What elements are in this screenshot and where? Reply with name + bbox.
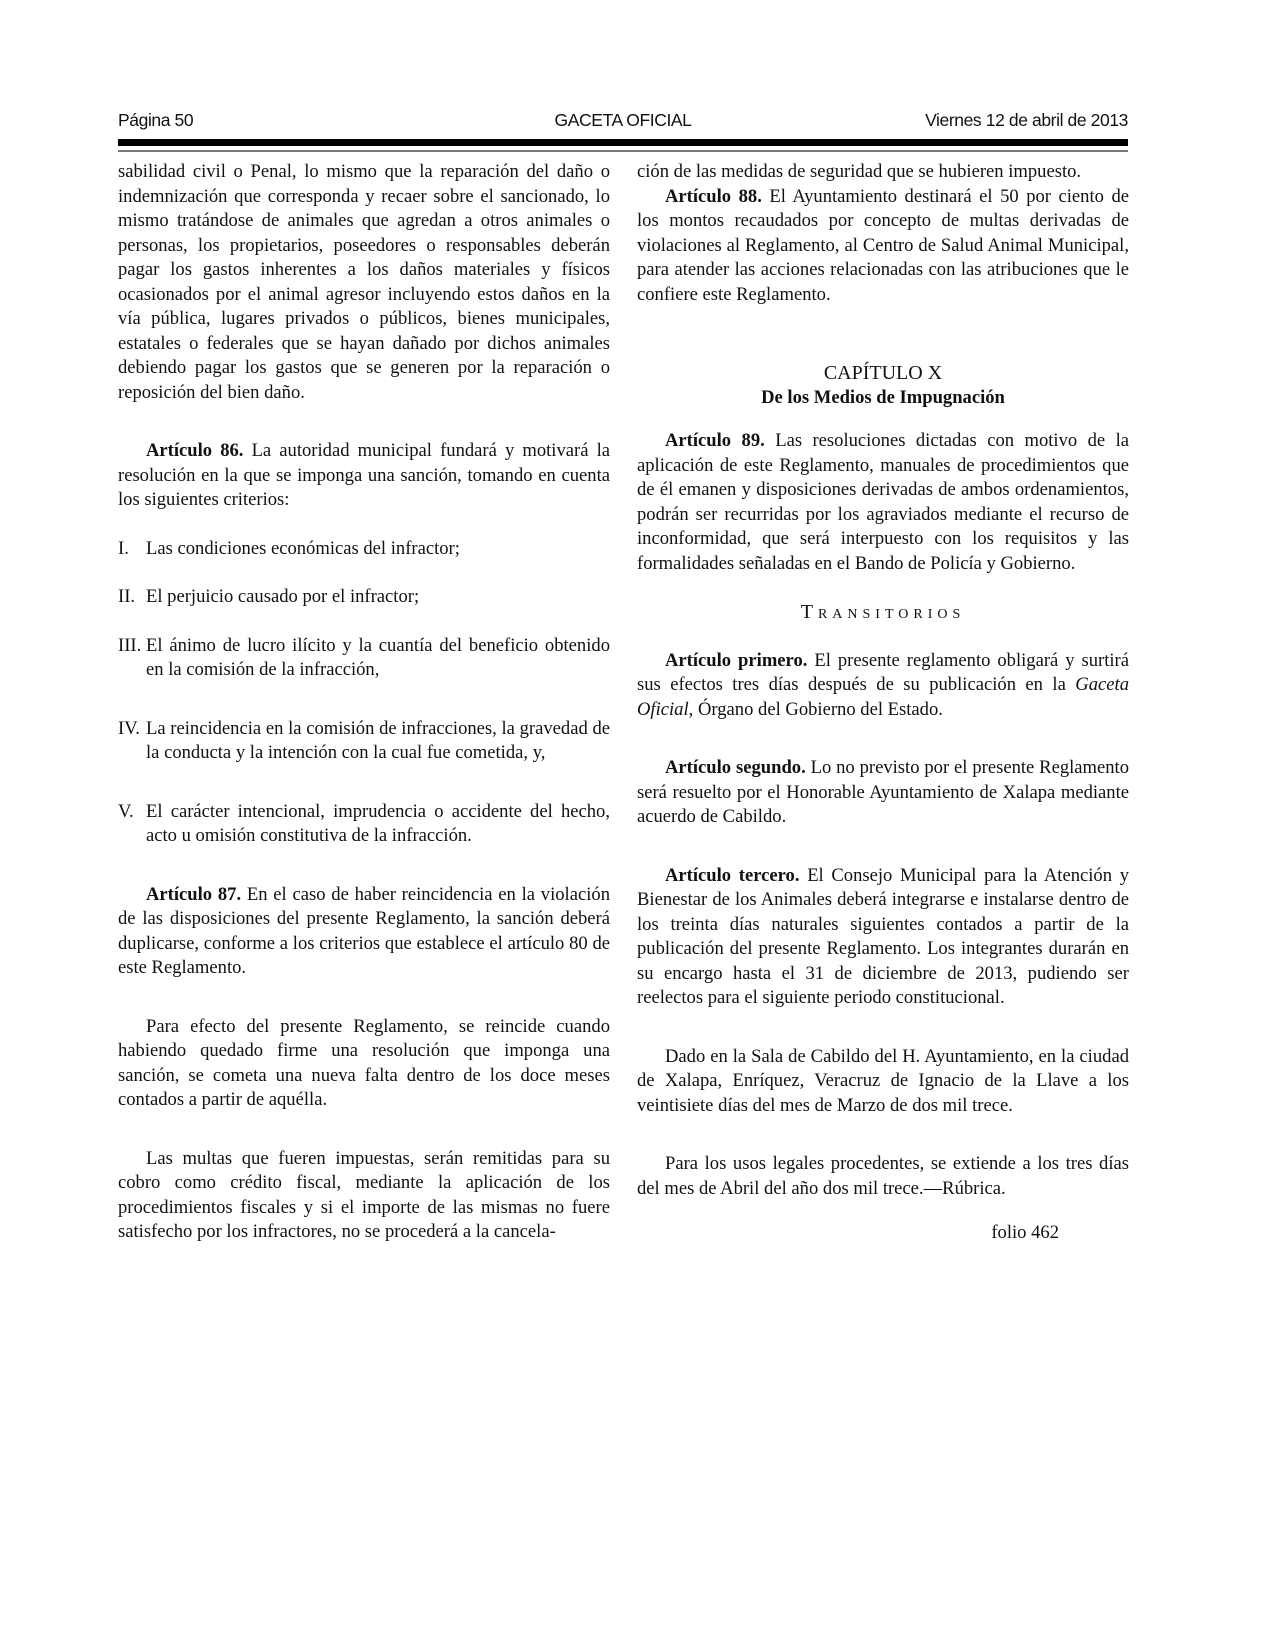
criteria-item — [118, 717, 610, 766]
criteria-number: III. — [118, 634, 142, 656]
criteria-text: El carácter intencional, imprudencia o accidente del hecho, acto u omisión constitutiva de la infracción. — [146, 800, 610, 846]
article-segundo-text: Lo no previsto por el presente Reglamento será resuelto por el Honorable Ayuntamiento de Xalapa mediante acuerdo de Cabildo. — [637, 757, 1130, 827]
publication-date: Viernes 12 de abril de 2013 — [925, 110, 1128, 130]
criteria-text: La reincidencia en la comisión de infracciones, la gravedad de la conducta y la intención con la cual fue cometida, y, — [146, 717, 610, 763]
legal-paragraph: Para los usos legales procedentes, se extiende a los tres días del mes de Abril del año dos mil trece.—Rúbrica. — [637, 1153, 1129, 1199]
article-tercero — [637, 864, 1129, 1011]
criteria-number: I. — [118, 537, 129, 559]
criteria-number: II. — [118, 586, 136, 607]
article-segundo — [637, 756, 1129, 830]
criteria-item — [118, 800, 610, 849]
article-88-label: Artículo 88. — [665, 185, 762, 207]
right-column — [637, 160, 1129, 1246]
criteria-item — [118, 585, 610, 610]
header-rule-thin — [118, 150, 1128, 152]
article-tercero-text: El Consejo Municipal para la Atención y Bienestar de los Animales deberá integrarse e instalarse dentro de los treinta días naturales siguientes contados a partir de la publicación del presente Reglamento. Los integrantes durarán en su encargo hasta el 31 de diciembre de 2013, pudiendo ser reelectos para el siguiente periodo constitucional. — [637, 864, 1129, 1008]
criteria-item — [118, 634, 610, 683]
left-column — [118, 160, 610, 1245]
article-primero-text-end: , Órgano del Gobierno del Estado. — [688, 698, 943, 720]
transitorios-heading: Transitorios — [800, 601, 966, 623]
criteria-text: El ánimo de lucro ilícito y la cuantía del beneficio obtenido en la comisión de la infracción, — [146, 634, 610, 680]
criteria-number: IV. — [118, 717, 140, 739]
article-86-text: La autoridad municipal fundará y motivará la resolución en la que se imponga una sanción, tomando en cuenta los siguientes criterios: — [118, 440, 610, 510]
criteria-text: El perjuicio causado por el infractor; — [146, 586, 420, 607]
article-89-text: Las resoluciones dictadas con motivo de la aplicación de este Reglamento, manuales de procedimientos que de él emanen y disposiciones derivadas de ambos ordenamientos, podrán ser recurridas por los agraviados mediante el recurso de inconformidad, que será interpuesto con los requisitos y las formalidades señaladas en el Bando de Policía y Gobierno. — [637, 430, 1129, 574]
given-paragraph: Dado en la Sala de Cabildo del H. Ayuntamiento, en la ciudad de Xalapa, Enríquez, Veracruz de Ignacio de la Llave a los veintisiete días del mes de Marzo de dos mil trece. — [637, 1045, 1129, 1116]
page-number: Página 50 — [118, 110, 194, 130]
header-rule-thick — [118, 139, 1128, 146]
chapter-title: CAPÍTULO X — [823, 362, 943, 384]
folio-number: folio 462 — [991, 1222, 1059, 1243]
fines-paragraph: Las multas que fueren impuestas, serán remitidas para su cobro como crédito fiscal, mediante la aplicación de los procedimientos fiscales y si el importe de las mismas no fuere satisfecho por los infractores, no se procederá a la cancela- — [118, 1147, 610, 1242]
article-tercero-label: Artículo tercero. — [665, 864, 800, 886]
publication-title: GACETA OFICIAL — [554, 110, 692, 130]
article-87-text: En el caso de haber reincidencia en la violación de las disposiciones del presente Reglamento, la sanción deberá duplicarse, conforme a los criterios que establece el artículo 80 de este Reglamento. — [118, 883, 610, 978]
article-primero — [637, 649, 1129, 723]
article-87 — [118, 883, 610, 981]
continuation-paragraph: sabilidad civil o Penal, lo mismo que la reparación del daño o indemnización que corresponda y recaer sobre el sancionado, lo mismo tratándose de animales que agredan a otros animales o personas, los propietarios, poseedores o responsables deberán pagar los gastos inherentes a los daños materiales y físicos ocasionados por el animal agresor incluyendo estos daños en la vía pública, lugares privados o públicos, bienes municipales, estatales o federales que se hayan dañado por dichos animales debiendo pagar los gastos que se generen por la reparación o reposición del bien daño. — [118, 161, 610, 403]
criteria-item — [118, 537, 610, 562]
page-header — [118, 108, 1128, 132]
article-88-text: El Ayuntamiento destinará el 50 por ciento de los montos recaudados por concepto de multas derivadas de violaciones al Reglamento, al Centro de Salud Animal Municipal, para atender las acciones relacionadas con las atribuciones que le confiere este Reglamento. — [637, 185, 1129, 305]
criteria-text: Las condiciones económicas del infractor; — [146, 537, 460, 559]
criteria-number: V. — [118, 800, 134, 822]
continuation-paragraph: ción de las medidas de seguridad que se hubieren impuesto. — [637, 161, 1082, 182]
article-segundo-label: Artículo segundo. — [665, 757, 806, 778]
gazette-name: Gaceta Oficial — [637, 674, 1129, 720]
article-87-label: Artículo 87. — [146, 883, 242, 905]
chapter-subtitle: De los Medios de Impugnación — [761, 387, 1005, 408]
article-86-label: Artículo 86. — [146, 440, 244, 461]
article-primero-text: El presente reglamento obligará y surtirá sus efectos tres días después de su publicación en la — [637, 649, 1129, 695]
article-89 — [637, 429, 1129, 576]
article-86 — [118, 439, 610, 513]
article-89-label: Artículo 89. — [665, 430, 765, 451]
reincidence-paragraph: Para efecto del presente Reglamento, se reincide cuando habiendo quedado firme una resolución que imponga una sanción, se cometa una nueva falta dentro de los doce meses contados a partir de aquélla. — [118, 1015, 610, 1110]
article-primero-label: Artículo primero. — [665, 649, 808, 671]
article-88 — [637, 185, 1129, 308]
